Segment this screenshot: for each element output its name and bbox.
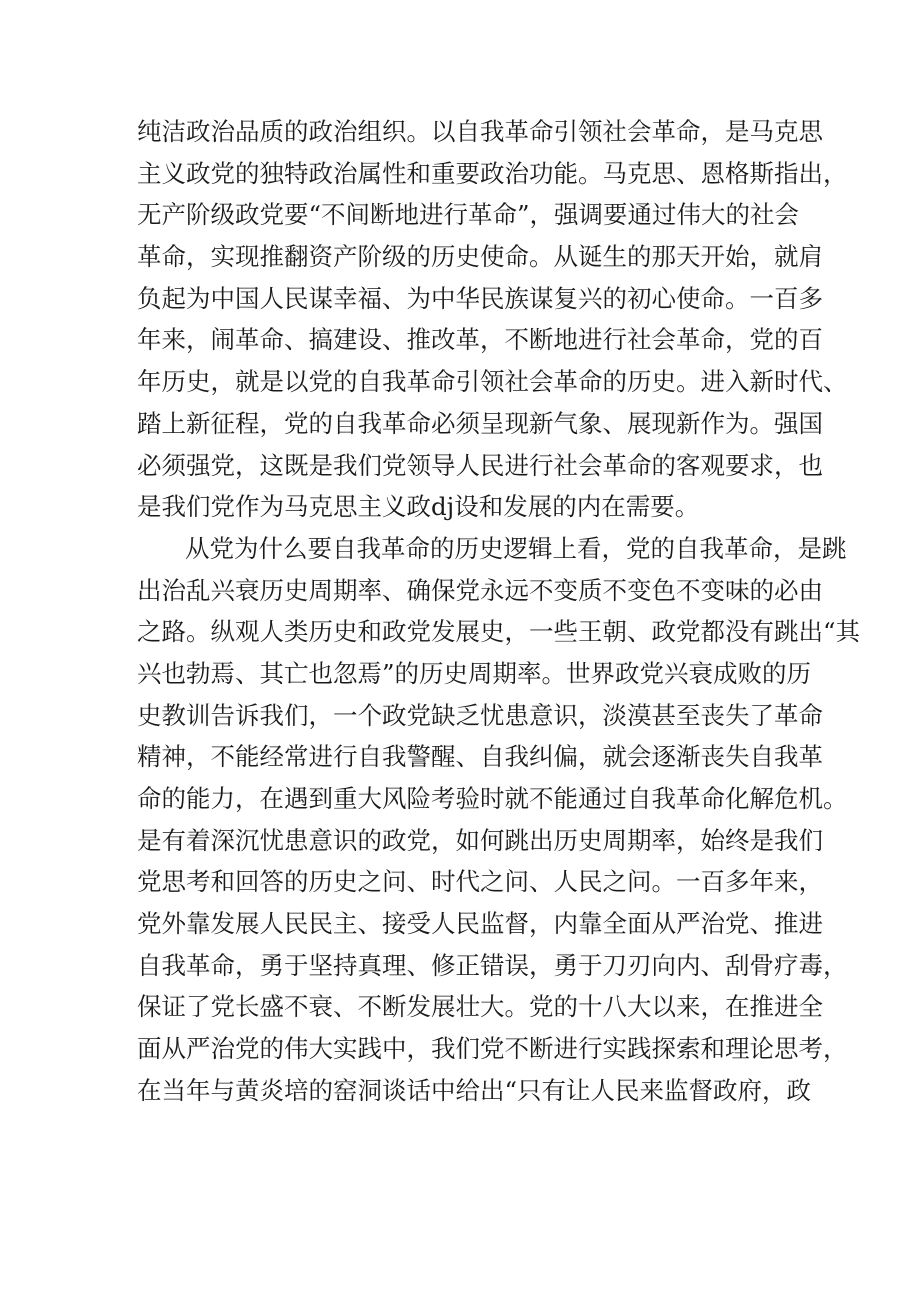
text-line: 纯洁政治品质的政治组织。以自我革命引领社会革命，是马克思 — [137, 117, 823, 146]
text-line: 党思考和回答的历史之问、时代之问、人民之问。一百多年来， — [137, 867, 823, 897]
text-line: 无产阶级政党要“不间断地进行革命”，强调要通过伟大的社会 — [137, 200, 800, 230]
text-line: 革命，实现推翻资产阶级的历史使命。从诞生的那天开始，就肩 — [137, 242, 823, 272]
text-line: 自我革命，勇于坚持真理、修正错误，勇于刀刃向内、刮骨疗毒， — [137, 950, 848, 980]
text-line: 主义政党的独特政治属性和重要政治功能。马克思、恩格斯指出， — [137, 158, 848, 188]
text-line: 年来，闹革命、搞建设、推改革，不断地进行社会革命，党的百 — [137, 325, 823, 355]
text-line: 必须强党，这既是我们党领导人民进行社会革命的客观要求，也 — [137, 450, 823, 480]
text-line: 史教训告诉我们，一个政党缺乏忧患意识，淡漠甚至丧失了革命 — [137, 700, 823, 730]
paragraph — [137, 111, 848, 528]
text-line: 是有着深沉忧患意识的政党，如何跳出历史周期率，始终是我们 — [137, 825, 823, 855]
text-line: 在当年与黄炎培的窑洞谈话中给出“只有让人民来监督政府，政 — [137, 1075, 812, 1105]
text-line: 精神，不能经常进行自我警醒、自我纠偏，就会逐渐丧失自我革 — [137, 742, 823, 772]
text-line: 从党为什么要自我革命的历史逻辑上看，党的自我革命，是跳 — [185, 533, 847, 563]
text-line: 是我们党作为马克思主义政dj设和发展的内在需要。 — [137, 492, 700, 522]
text-line: 踏上新征程，党的自我革命必须呈现新气象、展现新作为。强国 — [137, 408, 823, 438]
text-line: 保证了党长盛不衰、不断发展壮大。党的十八大以来，在推进全 — [137, 992, 823, 1022]
paragraph — [137, 528, 861, 1112]
text-line: 之路。纵观人类历史和政党发展史，一些王朝、政党都没有跳出“其 — [137, 617, 861, 647]
text-line: 命的能力，在遇到重大风险考验时就不能通过自我革命化解危机。 — [137, 784, 848, 813]
text-line: 年历史，就是以党的自我革命引领社会革命的历史。进入新时代、 — [137, 367, 848, 397]
text-line: 兴也勃焉、其亡也忽焉”的历史周期率。世界政党兴衰成败的历 — [137, 658, 812, 688]
text-line: 负起为中国人民谋幸福、为中华民族谋复兴的初心使命。一百多 — [137, 283, 823, 313]
text-line: 出治乱兴衰历史周期率、确保党永远不变质不变色不变味的必由 — [137, 575, 823, 605]
text-line: 面从严治党的伟大实践中，我们党不断进行实践探索和理论思考， — [137, 1034, 848, 1064]
body-text — [137, 111, 861, 1112]
text-line: 党外靠发展人民民主、接受人民监督，内靠全面从严治党、推进 — [137, 909, 823, 939]
